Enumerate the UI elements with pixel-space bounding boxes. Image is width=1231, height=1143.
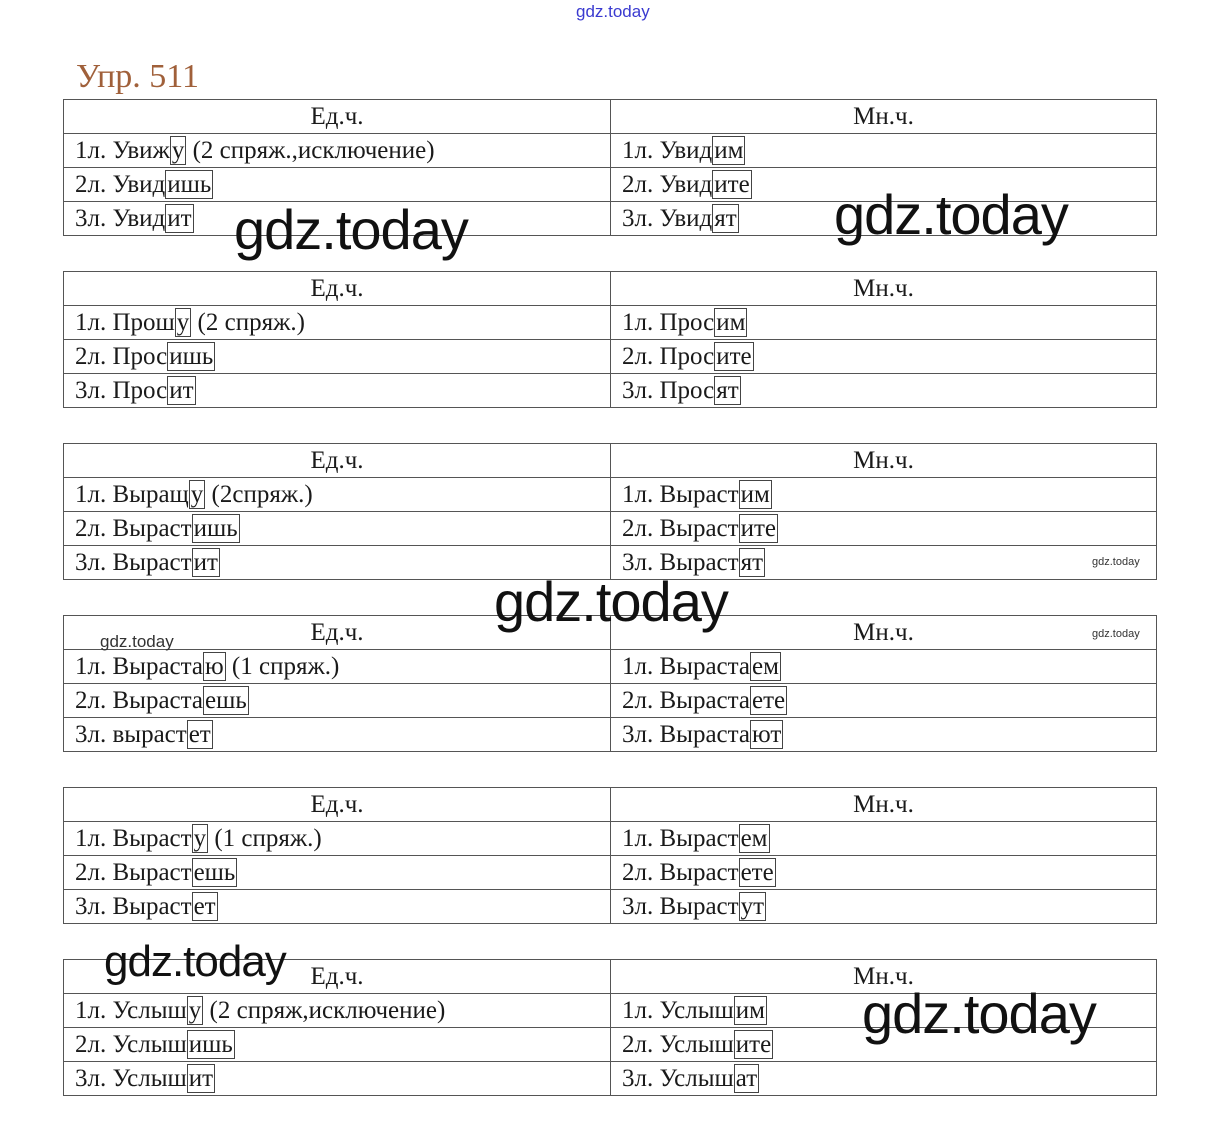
plural-cell <box>611 306 1157 340</box>
singular-ending: ешь <box>204 687 247 714</box>
singular-ending: ет <box>188 721 211 748</box>
plural-cell <box>611 890 1157 924</box>
plural-stem: 3л. Услыш <box>622 1065 734 1092</box>
singular-stem: 1л. Выращ <box>75 481 189 508</box>
plural-cell <box>611 340 1157 374</box>
plural-ending: ете <box>740 859 774 886</box>
singular-cell <box>64 1028 611 1062</box>
table-row <box>64 374 1157 408</box>
header-plural: Мн.ч. <box>611 444 1157 478</box>
singular-ending: у <box>190 481 204 508</box>
singular-cell <box>64 994 611 1028</box>
plural-cell <box>611 478 1157 512</box>
header-plural: Мн.ч. <box>611 100 1157 134</box>
singular-stem: 2л. Увид <box>75 171 166 198</box>
plural-stem: 3л. Выраст <box>622 893 739 920</box>
singular-cell <box>64 340 611 374</box>
singular-stem: 3л. Выраст <box>75 893 192 920</box>
singular-stem: 3л. выраст <box>75 721 187 748</box>
singular-ending: у <box>193 825 207 852</box>
plural-ending: им <box>714 137 744 164</box>
singular-ending: у <box>188 997 202 1024</box>
plural-ending: ем <box>740 825 768 852</box>
singular-ending: ишь <box>169 343 214 370</box>
singular-ending: ю <box>204 653 224 680</box>
plural-stem: 3л. Увид <box>622 205 713 232</box>
header-plural: Мн.ч. <box>611 272 1157 306</box>
header-plural: Мн.ч. <box>611 616 1157 650</box>
plural-cell <box>611 512 1157 546</box>
singular-ending: у <box>171 137 185 164</box>
plural-ending: им <box>740 481 770 508</box>
table-row <box>64 718 1157 752</box>
plural-ending: ят <box>740 549 764 576</box>
singular-ending: ит <box>167 205 192 232</box>
singular-ending: ит <box>169 377 194 404</box>
plural-cell <box>611 374 1157 408</box>
singular-note: (1 спряж.) <box>225 653 340 680</box>
table-row <box>64 134 1157 168</box>
conjugation-table <box>63 787 1157 924</box>
plural-stem: 2л. Увид <box>622 171 713 198</box>
table-header-row <box>64 272 1157 306</box>
plural-cell <box>611 134 1157 168</box>
plural-cell <box>611 1062 1157 1096</box>
exercise-title: Упр. 511 <box>76 58 200 95</box>
plural-cell <box>611 856 1157 890</box>
singular-note: (2 спряж.,исключение) <box>186 137 435 164</box>
watermark: gdz.today <box>1092 628 1140 640</box>
singular-stem: 3л. Услыш <box>75 1065 187 1092</box>
singular-stem: 2л. Прос <box>75 343 168 370</box>
singular-note: (2спряж.) <box>205 481 313 508</box>
plural-cell <box>611 684 1157 718</box>
plural-ending: ите <box>716 343 752 370</box>
singular-ending: ит <box>188 1065 214 1092</box>
table-row <box>64 890 1157 924</box>
singular-cell <box>64 1062 611 1096</box>
singular-ending: у <box>176 309 190 336</box>
plural-ending: ите <box>740 515 776 542</box>
conjugation-table <box>63 615 1157 752</box>
header-singular: Ед.ч. <box>64 616 611 650</box>
singular-stem: 2л. Выраст <box>75 515 192 542</box>
plural-cell <box>611 650 1157 684</box>
singular-stem: 2л. Выраста <box>75 687 203 714</box>
singular-ending: ит <box>193 549 218 576</box>
singular-ending: ешь <box>193 859 236 886</box>
header-plural: Мн.ч. <box>611 788 1157 822</box>
singular-cell <box>64 822 611 856</box>
table-row <box>64 856 1157 890</box>
header-singular: Ед.ч. <box>64 788 611 822</box>
watermark: gdz.today <box>234 198 468 261</box>
singular-cell <box>64 478 611 512</box>
plural-ending: ите <box>735 1031 772 1058</box>
plural-stem: 1л. Выраст <box>622 825 739 852</box>
plural-ending: ят <box>714 205 737 232</box>
header-singular: Ед.ч. <box>64 960 611 994</box>
singular-stem: 3л. Увид <box>75 205 166 232</box>
singular-cell <box>64 890 611 924</box>
plural-ending: им <box>735 997 765 1024</box>
watermark: gdz.today <box>1092 556 1140 568</box>
singular-cell <box>64 718 611 752</box>
table-row <box>64 340 1157 374</box>
singular-stem: 2л. Выраст <box>75 859 192 886</box>
plural-ending: ем <box>751 653 779 680</box>
singular-stem: 3л. Выраст <box>75 549 192 576</box>
plural-stem: 2л. Прос <box>622 343 715 370</box>
singular-note: (2 спряж.) <box>191 309 305 336</box>
table-row <box>64 650 1157 684</box>
watermark: gdz.today <box>100 632 174 651</box>
singular-cell <box>64 856 611 890</box>
table-row <box>64 684 1157 718</box>
table-header-row <box>64 444 1157 478</box>
site-watermark-top: gdz.today <box>576 2 650 21</box>
table-header-row <box>64 100 1157 134</box>
singular-ending: ишь <box>188 1031 233 1058</box>
singular-stem: 1л. Прош <box>75 309 175 336</box>
singular-stem: 1л. Услыш <box>75 997 187 1024</box>
singular-ending: ишь <box>193 515 238 542</box>
plural-stem: 1л. Услыш <box>622 997 734 1024</box>
singular-ending: ишь <box>167 171 212 198</box>
plural-stem: 3л. Выраста <box>622 721 750 748</box>
singular-stem: 2л. Услыш <box>75 1031 187 1058</box>
singular-cell <box>64 168 611 202</box>
plural-stem: 1л. Прос <box>622 309 715 336</box>
plural-stem: 2л. Выраст <box>622 515 739 542</box>
plural-stem: 1л. Выраст <box>622 481 739 508</box>
singular-stem: 1л. Увиж <box>75 137 170 164</box>
singular-note: (1 спряж.) <box>208 825 322 852</box>
singular-note: (2 спряж,исключение) <box>203 997 446 1024</box>
singular-cell <box>64 374 611 408</box>
singular-cell <box>64 512 611 546</box>
watermark: gdz.today <box>494 570 728 633</box>
plural-ending: ите <box>714 171 750 198</box>
table-row <box>64 512 1157 546</box>
header-singular: Ед.ч. <box>64 100 611 134</box>
plural-ending: ат <box>735 1065 758 1092</box>
singular-ending: ет <box>193 893 216 920</box>
singular-cell <box>64 134 611 168</box>
conjugation-table <box>63 443 1157 580</box>
plural-cell <box>611 718 1157 752</box>
plural-ending: им <box>716 309 746 336</box>
table-row <box>64 306 1157 340</box>
singular-cell <box>64 650 611 684</box>
plural-stem: 1л. Выраста <box>622 653 750 680</box>
plural-stem: 2л. Выраста <box>622 687 750 714</box>
header-singular: Ед.ч. <box>64 272 611 306</box>
header-plural: Мн.ч. <box>611 960 1157 994</box>
plural-ending: ут <box>740 893 765 920</box>
plural-ending: ете <box>751 687 786 714</box>
table-row <box>64 822 1157 856</box>
watermark: gdz.today <box>834 183 1068 246</box>
singular-cell <box>64 306 611 340</box>
header-singular: Ед.ч. <box>64 444 611 478</box>
singular-stem: 3л. Прос <box>75 377 168 404</box>
plural-stem: 2л. Выраст <box>622 859 739 886</box>
table-row <box>64 1062 1157 1096</box>
table-header-row <box>64 788 1157 822</box>
plural-stem: 2л. Услыш <box>622 1031 734 1058</box>
plural-cell <box>611 822 1157 856</box>
plural-stem: 3л. Выраст <box>622 549 739 576</box>
watermark: gdz.today <box>862 982 1096 1045</box>
singular-stem: 1л. Выраста <box>75 653 203 680</box>
conjugation-table <box>63 271 1157 408</box>
singular-stem: 1л. Выраст <box>75 825 192 852</box>
plural-stem: 1л. Увид <box>622 137 713 164</box>
watermark: gdz.today <box>104 937 286 986</box>
plural-ending: ют <box>751 721 782 748</box>
singular-cell <box>64 684 611 718</box>
plural-stem: 3л. Прос <box>622 377 715 404</box>
table-row <box>64 478 1157 512</box>
plural-ending: ят <box>716 377 739 404</box>
